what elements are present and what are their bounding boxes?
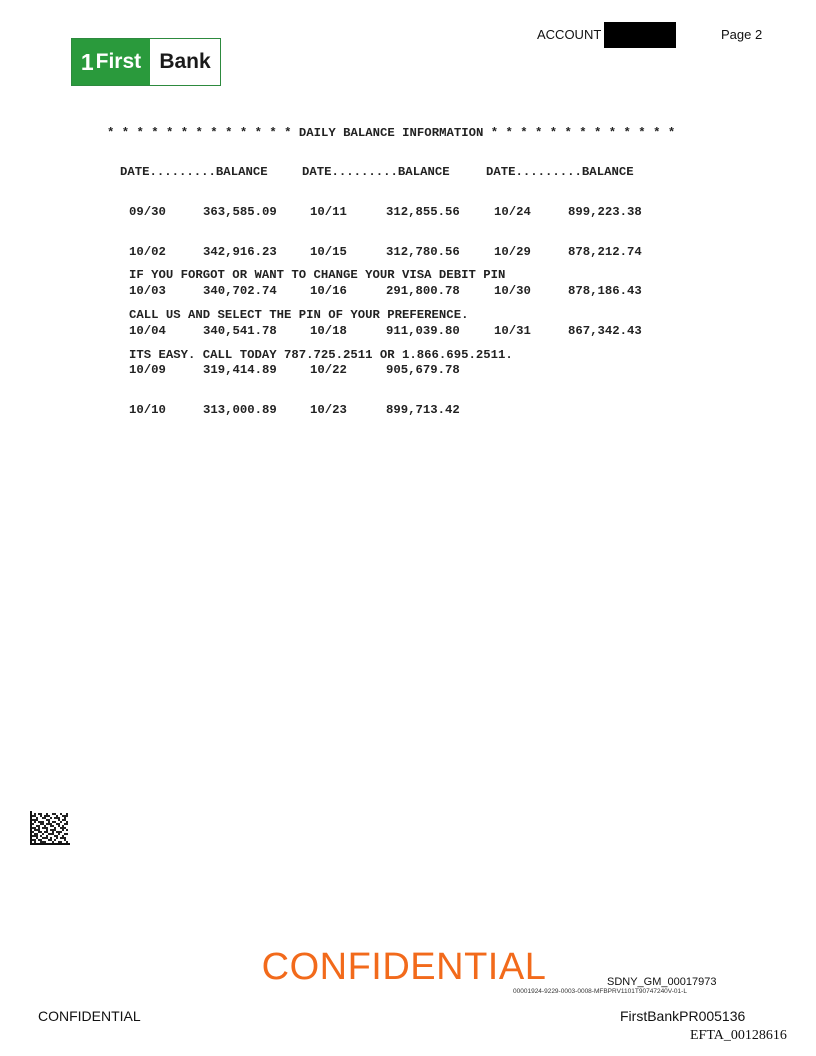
- confidential-stamp-text: CONFIDENTIAL: [261, 946, 547, 988]
- date-cell: 10/03: [129, 284, 166, 299]
- date-cell: 10/30: [494, 284, 531, 299]
- pin-notice: [129, 243, 513, 378]
- balance-cell: 911,039.80: [386, 323, 460, 338]
- date-cell: 10/15: [310, 244, 347, 259]
- date-cell: 10/04: [129, 323, 166, 338]
- confidential-label: CONFIDENTIAL: [38, 1008, 141, 1024]
- page-number: Page 2: [721, 27, 763, 42]
- balance-cell: 340,702.74: [203, 284, 277, 299]
- balance-cell: 905,679.78: [386, 363, 460, 378]
- balance-cell: 340,541.78: [203, 323, 277, 338]
- date-cell: 10/31: [494, 323, 531, 338]
- date-cell: 10/09: [129, 363, 166, 378]
- balance-cell: 342,916.23: [203, 244, 277, 259]
- logo-number: 1: [80, 48, 94, 75]
- date-cell: 10/10: [129, 402, 166, 417]
- balance-cell: 899,223.38: [568, 205, 642, 219]
- date-cell: 09/30: [129, 205, 166, 219]
- balance-cell: 867,342.43: [568, 323, 642, 338]
- balance-cell: 319,414.89: [203, 363, 277, 378]
- notice-line: IF YOU FORGOT OR WANT TO CHANGE YOUR VISA DEBIT PIN: [129, 268, 506, 283]
- date-cell: 10/02: [129, 244, 166, 259]
- date-cell: 10/29: [494, 244, 531, 259]
- balance-cell: 899,713.42: [386, 402, 460, 417]
- balance-cell: 878,186.43: [568, 284, 642, 299]
- efta-number: EFTA_00128616: [690, 1028, 787, 1043]
- datamatrix-barcode-icon: [30, 811, 70, 845]
- column-header: DATE.........BALANCE: [302, 165, 450, 180]
- notice-line: ITS EASY. CALL TODAY 787.725.2511 OR 1.866.695.2511.: [129, 347, 513, 362]
- account-label: ACCOUNT: [537, 27, 602, 42]
- table-row: [120, 206, 680, 219]
- sdny-identifier: SDNY_GM_00017973: [607, 976, 717, 988]
- date-cell: 10/11: [310, 205, 347, 219]
- logo-word-first: First: [95, 50, 142, 73]
- date-cell: 10/23: [310, 402, 347, 417]
- balance-cell: 878,212.74: [568, 244, 642, 259]
- date-cell: 10/22: [310, 363, 347, 378]
- redacted-account-number: [604, 22, 676, 48]
- balance-cell: 312,855.56: [386, 205, 460, 219]
- logo-word-bank: Bank: [159, 50, 211, 73]
- notice-line: CALL US AND SELECT THE PIN OF YOUR PREFERENCE.: [129, 308, 469, 323]
- firstbank-logo: [71, 38, 221, 86]
- table-row: [120, 404, 680, 417]
- control-code: 00001924-9229-0003-0008-MFBPRV1101T90747240V-01-L: [513, 988, 687, 995]
- column-header: DATE.........BALANCE: [486, 165, 634, 180]
- daily-balance-banner: * * * * * * * * * * * * * DAILY BALANCE INFORMATION * * * * * * * * * * * * *: [107, 126, 676, 140]
- column-header: DATE.........BALANCE: [120, 165, 268, 180]
- bates-number: FirstBankPR005136: [620, 1008, 746, 1024]
- date-cell: 10/24: [494, 205, 531, 219]
- balance-cell: 363,585.09: [203, 205, 277, 219]
- logo-green-panel: [72, 39, 150, 85]
- balance-cell: 313,000.89: [203, 402, 277, 417]
- date-cell: 10/18: [310, 323, 347, 338]
- balance-cell: 312,780.56: [386, 244, 460, 259]
- table-header-row: [120, 166, 680, 179]
- balance-cell: 291,800.78: [386, 284, 460, 299]
- date-cell: 10/16: [310, 284, 347, 299]
